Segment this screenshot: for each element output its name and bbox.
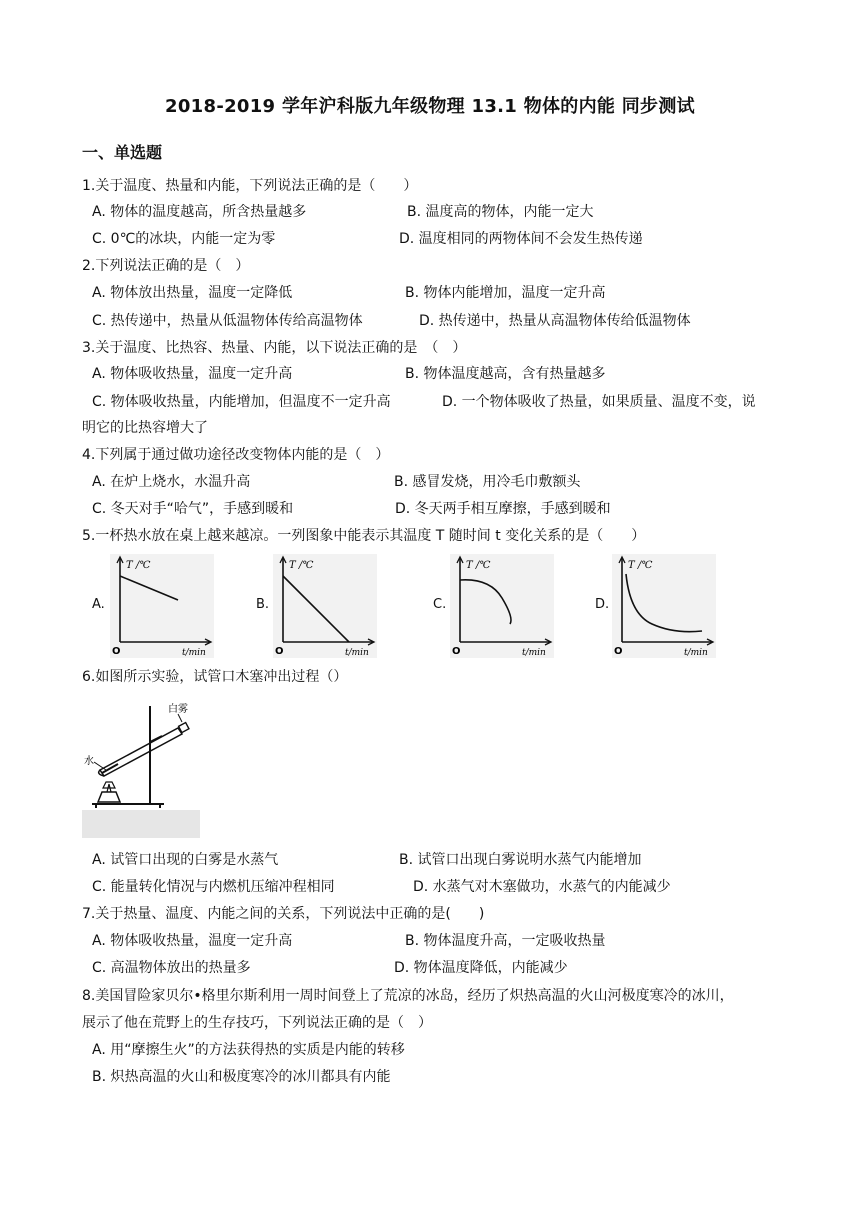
q3-option-c: C. 物体吸收热量，内能增加，但温度不一定升高 [92, 394, 391, 410]
q2-option-c: C. 热传递中，热量从低温物体传给高温物体 [92, 313, 363, 329]
q4-option-a: A. 在炉上烧水，水温升高 [92, 474, 251, 490]
question-4-stem: 4.下列属于通过做功途径改变物体内能的是（ ） [82, 447, 390, 463]
q7-option-d: D. 物体温度降低，内能减少 [394, 960, 568, 976]
graph-label-b: B. [256, 597, 270, 612]
q1-option-d: D. 温度相同的两物体间不会发生热传递 [399, 231, 643, 247]
graph-b-origin: O [275, 646, 284, 657]
graph-label-a: A. [92, 597, 105, 612]
q7-option-b: B. 物体温度升高，一定吸收热量 [405, 933, 606, 949]
test-tube-apparatus-figure [82, 698, 200, 838]
figure-label-white-fog: 白雾 [168, 704, 188, 715]
question-1-stem: 1.关于温度、热量和内能，下列说法正确的是（ ） [82, 178, 418, 194]
graph-c[interactable] [450, 554, 554, 658]
q3-option-b: B. 物体温度越高，含有热量越多 [405, 366, 606, 382]
q1-option-a: A. 物体的温度越高，所含热量越多 [92, 204, 307, 220]
section-heading: 一、单选题 [82, 143, 163, 162]
q8-option-a: A. 用“摩擦生火”的方法获得热的实质是内能的转移 [92, 1042, 405, 1058]
q2-option-d: D. 热传递中，热量从高温物体传给低温物体 [419, 313, 691, 329]
q2-option-b: B. 物体内能增加，温度一定升高 [405, 285, 606, 301]
graph-a-x-label: t/min [182, 648, 206, 658]
q2-option-a: A. 物体放出热量，温度一定降低 [92, 285, 293, 301]
q6-option-b: B. 试管口出现白雾说明水蒸气内能增加 [399, 852, 642, 868]
q1-option-b: B. 温度高的物体，内能一定大 [407, 204, 594, 220]
graph-b-y-label: T /℃ [289, 560, 314, 571]
graph-a-origin: O [112, 646, 121, 657]
figure-label-water: 水 [84, 756, 94, 767]
question-8-stem: 8.美国冒险家贝尔•格里尔斯利用一周时间登上了荒凉的冰岛，经历了炽热高温的火山河极度寒冷的冰川， [82, 988, 734, 1004]
graph-label-d: D. [595, 597, 610, 612]
question-7-stem: 7.关于热量、温度、内能之间的关系，下列说法中正确的是( ) [82, 906, 485, 922]
graph-d-x-label: t/min [684, 648, 708, 658]
question-6-stem: 6.如图所示实验，试管口木塞冲出过程（） [82, 669, 348, 685]
graph-b[interactable] [273, 554, 377, 658]
graph-c-origin: O [452, 646, 461, 657]
q6-option-d: D. 水蒸气对木塞做功，水蒸气的内能减少 [413, 879, 671, 895]
q4-option-b: B. 感冒发烧，用冷毛巾敷额头 [394, 474, 581, 490]
q6-option-c: C. 能量转化情况与内燃机压缩冲程相同 [92, 879, 335, 895]
graph-d-y-label: T /℃ [628, 560, 653, 571]
graph-a-y-label: T /℃ [126, 560, 151, 571]
graph-d[interactable] [612, 554, 716, 658]
q3-option-a: A. 物体吸收热量，温度一定升高 [92, 366, 293, 382]
q7-option-c: C. 高温物体放出的热量多 [92, 960, 251, 976]
question-3-stem: 3.关于温度、比热容、热量、内能，以下说法正确的是 （ ） [82, 340, 467, 356]
question-2-stem: 2.下列说法正确的是（ ） [82, 258, 250, 274]
q3-option-d: D. 一个物体吸收了热量，如果质量、温度不变，说 [442, 394, 756, 410]
graph-c-x-label: t/min [522, 648, 546, 658]
q4-option-c: C. 冬天对手“哈气”，手感到暖和 [92, 501, 294, 517]
q6-option-a: A. 试管口出现的白雾是水蒸气 [92, 852, 279, 868]
q1-option-c: C. 0℃的冰块，内能一定为零 [92, 231, 276, 247]
q7-option-a: A. 物体吸收热量，温度一定升高 [92, 933, 293, 949]
q3-option-d-continuation: 明它的比热容增大了 [82, 420, 208, 436]
graph-a[interactable] [110, 554, 214, 658]
question-8-stem-continuation: 展示了他在荒野上的生存技巧，下列说法正确的是（ ） [82, 1015, 432, 1031]
question-5-stem: 5.一杯热水放在桌上越来越凉。一列图象中能表示其温度 T 随时间 t 变化关系的是（ ） [82, 528, 646, 544]
graph-label-c: C. [433, 597, 447, 612]
graph-d-origin: O [614, 646, 623, 657]
graph-b-x-label: t/min [345, 648, 369, 658]
document-title: 2018-2019 学年沪科版九年级物理 13.1 物体的内能 同步测试 [165, 96, 695, 117]
q8-option-b: B. 炽热高温的火山和极度寒冷的冰川都具有内能 [92, 1069, 391, 1085]
q4-option-d: D. 冬天两手相互摩擦，手感到暖和 [395, 501, 611, 517]
graph-c-y-label: T /℃ [466, 560, 491, 571]
